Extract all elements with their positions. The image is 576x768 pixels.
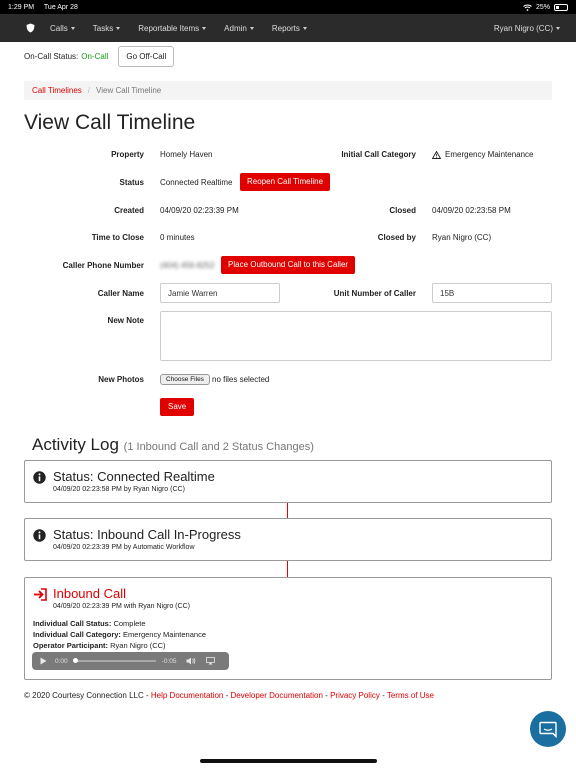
closed-by-label: Closed by xyxy=(377,233,416,242)
footer-help-link[interactable]: Help Documentation xyxy=(150,691,224,700)
go-off-call-button[interactable]: Go Off-Call xyxy=(118,46,174,67)
breadcrumb-call-timelines[interactable]: Call Timelines xyxy=(32,86,82,95)
activity-log-heading: Activity Log xyxy=(32,435,119,454)
property-value: Homely Haven xyxy=(160,150,213,159)
log-entry-title: Status: Inbound Call In-Progress xyxy=(53,527,241,542)
log-entry-meta: 04/09/20 02:23:39 PM with Ryan Nigro (CC) xyxy=(53,603,190,610)
timeline-connector xyxy=(287,561,288,577)
chat-launcher-button[interactable] xyxy=(530,711,566,747)
caller-name-input[interactable] xyxy=(160,283,280,303)
chevron-down-icon xyxy=(303,27,307,30)
call-status-value: Complete xyxy=(113,619,146,628)
footer-separator: - xyxy=(322,691,331,700)
chevron-down-icon xyxy=(250,27,254,30)
new-note-label: New Note xyxy=(107,316,144,325)
footer-separator: - xyxy=(143,691,151,700)
nav-reportable-label: Reportable Items xyxy=(138,23,200,33)
footer-copyright: © 2020 Courtesy Connection LLC xyxy=(24,691,144,700)
caller-phone-value: (404) 456-8252 xyxy=(160,261,215,270)
caller-name-label: Caller Name xyxy=(97,289,144,298)
chevron-down-icon xyxy=(202,27,206,30)
closed-by-value: Ryan Nigro (CC) xyxy=(432,233,492,242)
nav-user-name: Ryan Nigro (CC) xyxy=(493,23,553,33)
operator-participant xyxy=(33,641,166,650)
airplay-icon[interactable] xyxy=(206,657,215,665)
new-photos-label: New Photos xyxy=(98,375,144,384)
log-entry-title: Status: Connected Realtime xyxy=(53,469,215,484)
ios-indicators xyxy=(523,4,568,11)
log-entry-connected-realtime xyxy=(24,460,552,503)
page-title: View Call Timeline xyxy=(24,111,196,134)
unit-number-input[interactable] xyxy=(432,283,552,303)
caller-phone-label: Caller Phone Number xyxy=(62,261,144,270)
nav-calls[interactable] xyxy=(50,24,75,33)
footer-privacy-link[interactable]: Privacy Policy xyxy=(330,691,380,700)
nav-reports-label: Reports xyxy=(271,23,300,33)
nav-tasks[interactable] xyxy=(93,24,120,33)
footer-separator: - xyxy=(379,691,387,700)
timeline-connector xyxy=(287,503,288,518)
audio-current-time: 0:00 xyxy=(55,657,68,665)
created-value: 04/09/20 02:23:39 PM xyxy=(160,206,239,215)
call-category-value: Emergency Maintenance xyxy=(123,630,206,639)
nav-admin-label: Admin xyxy=(224,23,247,33)
nav-tasks-label: Tasks xyxy=(92,23,114,33)
closed-label: Closed xyxy=(389,206,416,215)
save-button[interactable]: Save xyxy=(160,398,194,416)
unit-number-label: Unit Number of Caller xyxy=(333,289,416,298)
chevron-down-icon xyxy=(71,27,75,30)
log-entry-title: Inbound Call xyxy=(53,586,126,601)
ios-status-bar xyxy=(0,0,576,14)
individual-call-category xyxy=(33,630,206,639)
activity-log-title xyxy=(32,435,314,455)
wifi-icon xyxy=(523,4,532,11)
initial-category-value xyxy=(432,150,534,159)
breadcrumb xyxy=(24,81,552,100)
audio-player xyxy=(32,652,229,670)
nav-user-menu[interactable] xyxy=(494,14,560,42)
ios-time-date xyxy=(8,4,86,11)
on-call-status xyxy=(24,46,174,66)
chevron-down-icon xyxy=(556,27,560,30)
footer-developer-link[interactable]: Developer Documentation xyxy=(230,691,323,700)
call-category-label: Individual Call Category: xyxy=(33,630,121,639)
on-call-label: On-Call Status: xyxy=(24,51,79,61)
reopen-timeline-button[interactable]: Reopen Call Timeline xyxy=(240,173,330,191)
log-entry-inbound-in-progress xyxy=(24,518,552,561)
ios-date: Tue Apr 28 xyxy=(43,3,78,11)
nav-reportable-items[interactable] xyxy=(138,24,206,33)
new-note-textarea[interactable] xyxy=(160,311,552,361)
individual-call-status xyxy=(33,619,146,628)
footer-terms-link[interactable]: Terms of Use xyxy=(386,691,434,700)
breadcrumb-current: View Call Timeline xyxy=(96,86,162,95)
battery-percent: 25% xyxy=(535,3,550,11)
chevron-down-icon xyxy=(116,27,120,30)
audio-remaining-time: -0:05 xyxy=(161,657,177,665)
property-label: Property xyxy=(111,150,144,159)
operator-label: Operator Participant: xyxy=(33,641,109,650)
shield-logo-icon[interactable] xyxy=(24,22,36,34)
nav-reports[interactable] xyxy=(272,24,307,33)
log-entry-meta: 04/09/20 02:23:58 PM by Ryan Nigro (CC) xyxy=(53,486,185,493)
breadcrumb-separator: / xyxy=(87,86,91,95)
status-value: Connected Realtime xyxy=(160,178,233,187)
unit-number-text: 15B xyxy=(440,288,455,298)
info-icon xyxy=(33,471,46,484)
place-outbound-call-button[interactable]: Place Outbound Call to this Caller xyxy=(221,256,355,274)
info-icon xyxy=(33,529,46,542)
footer-separator: - xyxy=(223,691,231,700)
caller-name-text: Jamie Warren xyxy=(168,288,218,298)
no-files-text: no files selected xyxy=(212,375,270,384)
operator-value: Ryan Nigro (CC) xyxy=(110,641,166,650)
top-navbar xyxy=(0,14,576,42)
nav-admin[interactable] xyxy=(224,24,254,33)
log-entry-meta: 04/09/20 02:23:39 PM by Automatic Workflow xyxy=(53,544,195,551)
time-to-close-label: Time to Close xyxy=(91,233,144,242)
play-icon[interactable] xyxy=(40,657,47,665)
home-indicator[interactable] xyxy=(200,759,377,763)
closed-value: 04/09/20 02:23:58 PM xyxy=(432,206,511,215)
battery-icon xyxy=(554,4,568,11)
warning-icon xyxy=(432,151,441,159)
audio-scrubber[interactable] xyxy=(74,660,156,662)
initial-category-text: Emergency Maintenance xyxy=(445,150,534,159)
volume-icon[interactable] xyxy=(186,657,196,665)
initial-category-label: Initial Call Category xyxy=(341,150,416,159)
sign-in-icon xyxy=(33,588,48,601)
on-call-value: On-Call xyxy=(81,51,109,61)
nav-calls-label: Calls xyxy=(50,23,68,33)
time-to-close-value: 0 minutes xyxy=(160,233,195,242)
chat-icon xyxy=(539,721,557,738)
audio-scrubber-knob[interactable] xyxy=(73,658,78,663)
activity-log-subtitle: (1 Inbound Call and 2 Status Changes) xyxy=(123,441,314,453)
choose-files-button[interactable]: Choose Files xyxy=(160,374,210,385)
ios-time: 1:29 PM xyxy=(8,3,35,11)
footer xyxy=(24,691,434,700)
status-label: Status xyxy=(119,178,144,187)
call-status-label: Individual Call Status: xyxy=(33,619,112,628)
created-label: Created xyxy=(114,206,144,215)
